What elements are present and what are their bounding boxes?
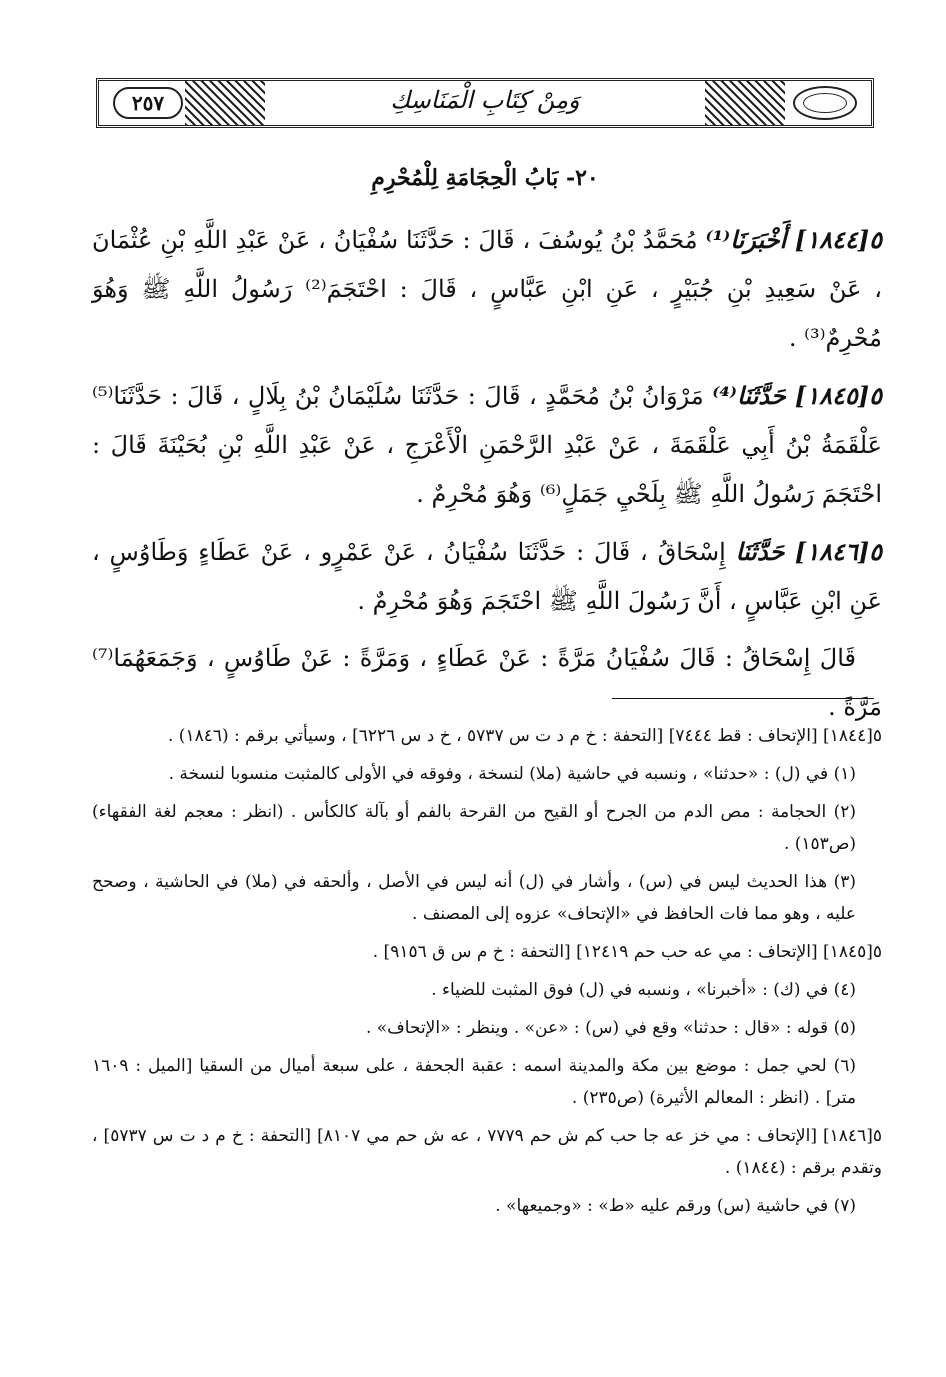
header-ornament-right xyxy=(705,81,785,125)
hadith-text: إِسْحَاقُ ، قَالَ : حَدَّثَنَا سُفْيَانُ ، عَنْ عَمْرٍو ، عَنْ عَطَاءٍ وَطَاوُسٍ ، عَنِ ابْنِ عَبَّاسٍ ، أَنَّ رَسُولَ اللَّهِ ﷺ احْتَجَمَ وَهُوَ مُحْرِمٌ . xyxy=(92,538,882,615)
footnote-ref-1845: ٥[١٨٤٥] [الإتحاف : مي عه حب حم ١٢٤١٩] [التحفة : خ م س ق ٩١٥٦] . xyxy=(372,942,882,962)
hadith-1845 xyxy=(92,371,882,519)
emblem-inner-ring xyxy=(803,93,847,113)
page-number: ٢٥٧ xyxy=(113,87,183,119)
chapter-title: ٢٠- بَابُ الْحِجَامَةِ لِلْمُحْرِمِ xyxy=(371,165,599,191)
hadith-1844 xyxy=(92,215,882,363)
hadith-ref: ٥[١٨٤٤] أَخْبَرَنَا⁽¹⁾ xyxy=(705,225,882,254)
comment-text: قَالَ إِسْحَاقُ : قَالَ سُفْيَانُ مَرَّةً : عَنْ عَطَاءٍ ، وَمَرَّةً : عَنْ طَاوُسٍ ، وَجَمَعَهُمَا⁽⁷⁾ مَرَّةً . xyxy=(92,644,882,721)
hadith-text: مَرْوَانُ بْنُ مُحَمَّدٍ ، قَالَ : حَدَّثَنَا سُلَيْمَانُ بْنُ بِلَالٍ ، قَالَ : حَدَّثَنَا⁽⁵⁾ عَلْقَمَةُ بْنُ أَبِي عَلْقَمَةَ ، عَنْ عَبْدِ الرَّحْمَنِ الْأَعْرَجِ ، عَنْ عَبْدِ اللَّهِ بْنِ بُحَيْنَةَ قَالَ : احْتَجَمَ رَسُولُ اللَّهِ ﷺ بِلَحْيِ جَمَلٍ⁽⁶⁾ وَهُوَ مُحْرِمٌ . xyxy=(92,382,882,508)
hadith-1846-comment xyxy=(92,634,882,732)
page-header xyxy=(96,78,874,128)
footnote-2: (٢) الحجامة : مص الدم من الجرح أو القيح من القرحة بالفم أو بآلة كالكأس . (انظر : معجم لغة الفقهاء) (ص١٥٣) . xyxy=(92,802,856,854)
footnote-4: (٤) في (ك) : «أخبرنا» ، ونسبه في (ل) فوق المثبت للضياء . xyxy=(431,980,856,1000)
footnote-1: (١) في (ل) : «حدثنا» ، ونسبه في حاشية (ملا) لنسخة ، وفوقه في الأولى كالمثبت منسوبا لنسخة . xyxy=(168,764,856,784)
footnote-7: (٧) في حاشية (س) ورقم عليه «ط» : «وجميعها» . xyxy=(495,1196,856,1216)
hadith-text: مُحَمَّدُ بْنُ يُوسُفَ ، قَالَ : حَدَّثَنَا سُفْيَانُ ، عَنْ عَبْدِ اللَّهِ بْنِ عُثْمَانَ ، عَنْ سَعِيدِ بْنِ جُبَيْرٍ ، عَنِ ابْنِ عَبَّاسٍ ، قَالَ : احْتَجَمَ⁽²⁾ رَسُولُ اللَّهِ ﷺ وَهُوَ مُحْرِمٌ⁽³⁾ . xyxy=(92,226,882,352)
main-text xyxy=(92,215,882,740)
header-ornament-left xyxy=(185,81,265,125)
footnote-ref-1844: ٥[١٨٤٤] [الإتحاف : قط ٧٤٤٤] [التحفة : خ م د ت س ٥٧٣٧ ، خ د س ٦٢٢٦] ، وسيأتي برقم : (١٨٤٦) . xyxy=(168,726,882,746)
hadith-ref: ٥[١٨٤٥] حَدَّثَنَا⁽⁴⁾ xyxy=(712,381,883,410)
footnote-ref-1846: ٥[١٨٤٦] [الإتحاف : مي خز عه جا حب كم ش حم ٧٧٧٩ ، عه ش حم مي ٨١٠٧] [التحفة : خ م د ت س ٥٧٣٧] ، وتقدم برقم : (١٨٤٤) . xyxy=(92,1126,882,1178)
footnote-3: (٣) هذا الحديث ليس في (س) ، وأشار في (ل) أنه ليس في الأصل ، وألحقه في (ملا) في الحاشية ، وصحح عليه ، وهو مما فات الحافظ في «الإتحاف» عزوه إلى المصنف . xyxy=(92,872,856,924)
footnote-6: (٦) لحي جمل : موضع بين مكة والمدينة اسمه : عقبة الجحفة ، على سبعة أميال من السقيا [الميل : ١٦٠٩ متر] . (انظر : المعالم الأثيرة) (ص٢٣٥) . xyxy=(92,1056,856,1108)
publisher-emblem-icon xyxy=(793,86,857,120)
hadith-1846 xyxy=(92,527,882,626)
hadith-ref: ٥[١٨٤٦] حَدَّثَنَا xyxy=(735,537,882,566)
running-title: وَمِنْ كِتَابِ الْمَنَاسِكِ xyxy=(390,86,580,114)
footnotes xyxy=(92,720,882,1228)
footnote-5: (٥) قوله : «قال : حدثنا» وقع في (س) : «عن» . وينظر : «الإتحاف» . xyxy=(365,1018,856,1038)
footnote-separator xyxy=(612,698,874,699)
